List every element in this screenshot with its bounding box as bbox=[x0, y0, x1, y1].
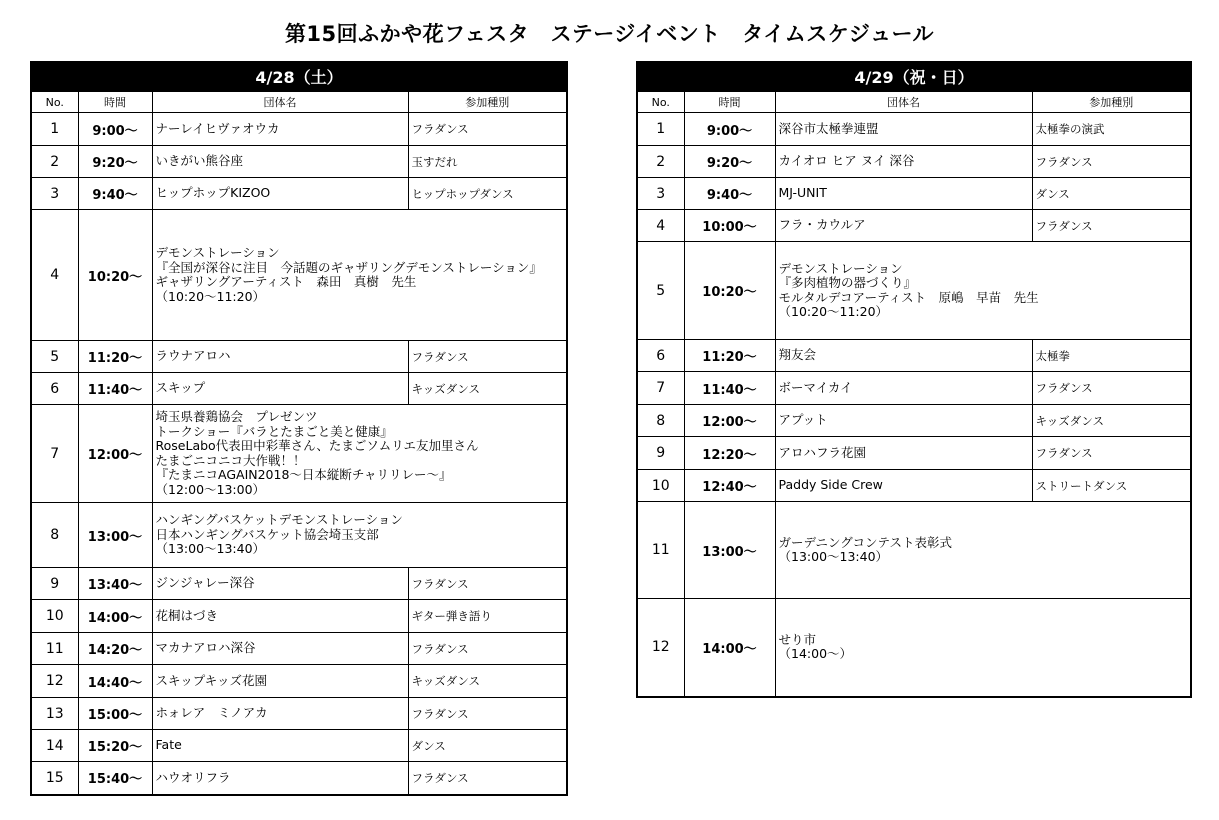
group-line: カイオロ ヒア ヌイ 深谷 bbox=[778, 153, 915, 169]
row-category: フラダンス bbox=[1032, 210, 1191, 242]
group-line: （13:00〜13:40） bbox=[155, 541, 266, 557]
group-line: デモンストレーション bbox=[778, 260, 903, 276]
col-header-group: 団体名 bbox=[152, 91, 408, 113]
row-category: フラダンス bbox=[408, 633, 567, 665]
col-header-no: No. bbox=[637, 91, 684, 113]
row-category: フラダンス bbox=[408, 341, 567, 373]
row-number: 1 bbox=[31, 113, 78, 146]
row-number: 3 bbox=[637, 178, 684, 210]
row-time: 15:40〜 bbox=[78, 762, 152, 795]
group-line: （10:20〜11:20） bbox=[778, 304, 889, 319]
table-row bbox=[637, 470, 1191, 502]
row-time: 11:20〜 bbox=[78, 341, 152, 373]
row-group bbox=[775, 178, 1032, 210]
row-number: 10 bbox=[637, 470, 684, 502]
row-group bbox=[775, 340, 1032, 372]
table-row bbox=[31, 341, 567, 373]
group-line: せり市 bbox=[778, 631, 817, 647]
row-time: 10:00〜 bbox=[684, 210, 775, 242]
group-line: ギャザリングアーティスト 森田 真樹 先生 bbox=[155, 274, 417, 289]
table-row bbox=[31, 698, 567, 730]
group-line: Paddy Side Crew bbox=[778, 477, 883, 493]
table-row bbox=[31, 568, 567, 600]
group-line: ホォレア ミノアカ bbox=[155, 705, 268, 721]
row-time: 13:40〜 bbox=[78, 568, 152, 600]
row-category: キッズダンス bbox=[1032, 405, 1191, 437]
table-row bbox=[637, 599, 1191, 697]
col-header-time: 時間 bbox=[684, 91, 775, 113]
row-category: フラダンス bbox=[1032, 437, 1191, 470]
row-group bbox=[152, 568, 408, 600]
group-line: デモンストレーション bbox=[155, 245, 280, 260]
group-line: モルタルデコアーティスト 原嶋 早苗 先生 bbox=[778, 289, 1039, 305]
row-group bbox=[775, 599, 1191, 697]
table-row bbox=[637, 113, 1191, 146]
group-line: トークショー『バラとたまごと美と健康』 bbox=[155, 423, 393, 439]
row-time: 9:20〜 bbox=[78, 146, 152, 178]
row-time: 14:00〜 bbox=[78, 600, 152, 633]
row-time: 12:20〜 bbox=[684, 437, 775, 470]
row-time: 9:40〜 bbox=[78, 178, 152, 210]
row-number: 13 bbox=[31, 698, 78, 730]
row-time: 12:40〜 bbox=[684, 470, 775, 502]
group-line: マカナアロハ深谷 bbox=[155, 640, 256, 656]
table-row bbox=[637, 372, 1191, 405]
row-category: ダンス bbox=[408, 730, 567, 762]
row-time: 12:00〜 bbox=[78, 405, 152, 503]
row-category: キッズダンス bbox=[408, 665, 567, 698]
table-row bbox=[637, 242, 1191, 340]
row-category: ヒップホップダンス bbox=[408, 178, 567, 210]
row-category: 太極拳 bbox=[1032, 340, 1191, 372]
row-time: 15:00〜 bbox=[78, 698, 152, 730]
group-line: たまごニコニコ大作戦！！ bbox=[155, 452, 306, 468]
row-number: 11 bbox=[31, 633, 78, 665]
col-header-time: 時間 bbox=[78, 91, 152, 113]
row-time: 9:00〜 bbox=[684, 113, 775, 146]
row-category: 太極拳の演武 bbox=[1032, 113, 1191, 146]
table-row bbox=[637, 146, 1191, 178]
table-row bbox=[31, 113, 567, 146]
row-time: 10:20〜 bbox=[78, 210, 152, 341]
row-group bbox=[152, 600, 408, 633]
row-time: 13:00〜 bbox=[78, 503, 152, 568]
row-number: 6 bbox=[637, 340, 684, 372]
row-number: 7 bbox=[31, 405, 78, 503]
table-row bbox=[31, 373, 567, 405]
row-time: 9:20〜 bbox=[684, 146, 775, 178]
group-line: スキップ bbox=[155, 380, 206, 396]
row-number: 15 bbox=[31, 762, 78, 795]
group-line: 『たまニコAGAIN2018〜日本縦断チャリリレー〜』 bbox=[155, 467, 452, 482]
row-group bbox=[152, 373, 408, 405]
table-row bbox=[31, 600, 567, 633]
schedule-table-day1 bbox=[30, 61, 568, 796]
row-number: 4 bbox=[637, 210, 684, 242]
row-time: 10:20〜 bbox=[684, 242, 775, 340]
row-number: 9 bbox=[31, 568, 78, 600]
row-group bbox=[152, 698, 408, 730]
row-group bbox=[775, 372, 1032, 405]
table-row bbox=[31, 178, 567, 210]
row-category: フラダンス bbox=[408, 113, 567, 146]
table-row bbox=[31, 633, 567, 665]
group-line: ボーマイカイ bbox=[778, 379, 853, 395]
row-group bbox=[775, 113, 1032, 146]
row-group bbox=[775, 470, 1032, 502]
row-time: 9:40〜 bbox=[684, 178, 775, 210]
row-group bbox=[152, 146, 408, 178]
col-header-category: 参加種別 bbox=[408, 91, 567, 113]
row-group bbox=[775, 405, 1032, 437]
table-row bbox=[31, 146, 567, 178]
group-line: （13:00〜13:40） bbox=[778, 549, 889, 564]
table-row bbox=[637, 405, 1191, 437]
table-row bbox=[637, 502, 1191, 599]
table-row bbox=[31, 210, 567, 341]
group-line: RoseLabo代表田中彩華さん、たまごソムリエ友加里さん bbox=[155, 438, 479, 453]
table-row bbox=[31, 405, 567, 503]
col-header-no: No. bbox=[31, 91, 78, 113]
group-line: 深谷市太極拳連盟 bbox=[778, 120, 879, 136]
group-line: 日本ハンギングバスケット協会埼玉支部 bbox=[155, 526, 379, 542]
col-header-group: 団体名 bbox=[775, 91, 1032, 113]
day-header: 4/28（土） bbox=[31, 62, 567, 91]
group-line: 花桐はづき bbox=[155, 607, 219, 623]
row-category: ギター弾き語り bbox=[408, 600, 567, 633]
group-line: MJ-UNIT bbox=[778, 185, 827, 201]
table-row bbox=[31, 730, 567, 762]
row-number: 10 bbox=[31, 600, 78, 633]
table-row bbox=[637, 178, 1191, 210]
row-group bbox=[152, 113, 408, 146]
group-line: （12:00〜13:00） bbox=[155, 481, 266, 497]
table-row bbox=[637, 437, 1191, 470]
group-line: ハウオリフラ bbox=[155, 769, 231, 785]
group-line: スキップキッズ花園 bbox=[155, 672, 268, 688]
table-row bbox=[637, 340, 1191, 372]
row-group bbox=[152, 210, 567, 341]
group-line: ラウナアロハ bbox=[155, 348, 231, 364]
group-line: ヒップホップKIZOO bbox=[155, 185, 271, 201]
table-row bbox=[31, 503, 567, 568]
row-group bbox=[775, 210, 1032, 242]
page-title: 第15回ふかや花フェスタ ステージイベント タイムスケジュール bbox=[284, 22, 935, 46]
row-time: 14:20〜 bbox=[78, 633, 152, 665]
group-line: ハンギングバスケットデモンストレーション bbox=[155, 512, 403, 528]
row-time: 14:00〜 bbox=[684, 599, 775, 697]
row-time: 11:20〜 bbox=[684, 340, 775, 372]
row-group bbox=[775, 437, 1032, 470]
row-group bbox=[775, 242, 1191, 340]
row-number: 7 bbox=[637, 372, 684, 405]
group-line: 埼玉県養鶏協会 プレゼンツ bbox=[155, 409, 318, 424]
group-line: 『全国が深谷に注目 今話題のギャザリングデモンストレーション』 bbox=[155, 259, 542, 275]
row-number: 12 bbox=[31, 665, 78, 698]
group-line: フラ・カウルア bbox=[778, 217, 866, 233]
row-number: 14 bbox=[31, 730, 78, 762]
row-group bbox=[152, 405, 567, 503]
row-category: フラダンス bbox=[1032, 146, 1191, 178]
row-group bbox=[152, 762, 408, 795]
row-category: ストリートダンス bbox=[1032, 470, 1191, 502]
group-line: ガーデニングコンテスト表彰式 bbox=[778, 534, 953, 550]
row-number: 5 bbox=[31, 341, 78, 373]
row-number: 3 bbox=[31, 178, 78, 210]
row-group bbox=[775, 502, 1191, 599]
group-line: アプット bbox=[778, 412, 828, 428]
row-number: 12 bbox=[637, 599, 684, 697]
row-category: フラダンス bbox=[408, 568, 567, 600]
row-category: 玉すだれ bbox=[408, 146, 567, 178]
table-row bbox=[31, 762, 567, 795]
row-group bbox=[152, 503, 567, 568]
table-row bbox=[637, 210, 1191, 242]
row-category: フラダンス bbox=[408, 698, 567, 730]
row-category: フラダンス bbox=[408, 762, 567, 795]
row-category: フラダンス bbox=[1032, 372, 1191, 405]
group-line: アロハフラ花園 bbox=[778, 444, 867, 460]
row-category: キッズダンス bbox=[408, 373, 567, 405]
group-line: いきがい熊谷座 bbox=[155, 153, 244, 169]
row-time: 11:40〜 bbox=[78, 373, 152, 405]
row-time: 15:20〜 bbox=[78, 730, 152, 762]
day-header: 4/29（祝・日） bbox=[637, 62, 1191, 91]
row-number: 8 bbox=[31, 503, 78, 568]
row-time: 12:00〜 bbox=[684, 405, 775, 437]
row-number: 4 bbox=[31, 210, 78, 341]
row-number: 2 bbox=[637, 146, 684, 178]
row-number: 6 bbox=[31, 373, 78, 405]
row-number: 5 bbox=[637, 242, 684, 340]
group-line: ジンジャレー深谷 bbox=[155, 575, 255, 591]
row-number: 2 bbox=[31, 146, 78, 178]
col-header-category: 参加種別 bbox=[1032, 91, 1191, 113]
row-number: 8 bbox=[637, 405, 684, 437]
row-group bbox=[152, 178, 408, 210]
group-line: （10:20〜11:20） bbox=[155, 288, 266, 304]
group-line: Fate bbox=[155, 737, 182, 753]
group-line: 翔友会 bbox=[778, 347, 817, 363]
row-group bbox=[775, 146, 1032, 178]
row-group bbox=[152, 730, 408, 762]
group-line: 『多肉植物の器づくり』 bbox=[778, 275, 917, 290]
row-group bbox=[152, 633, 408, 665]
row-number: 11 bbox=[637, 502, 684, 599]
group-line: ナーレイヒヴァオウカ bbox=[155, 120, 280, 136]
row-number: 9 bbox=[637, 437, 684, 470]
row-time: 9:00〜 bbox=[78, 113, 152, 146]
table-row bbox=[31, 665, 567, 698]
row-group bbox=[152, 341, 408, 373]
row-time: 13:00〜 bbox=[684, 502, 775, 599]
row-time: 11:40〜 bbox=[684, 372, 775, 405]
row-group bbox=[152, 665, 408, 698]
row-category: ダンス bbox=[1032, 178, 1191, 210]
group-line: （14:00〜） bbox=[778, 646, 853, 662]
schedule-table-day2 bbox=[636, 61, 1192, 698]
row-time: 14:40〜 bbox=[78, 665, 152, 698]
row-number: 1 bbox=[637, 113, 684, 146]
